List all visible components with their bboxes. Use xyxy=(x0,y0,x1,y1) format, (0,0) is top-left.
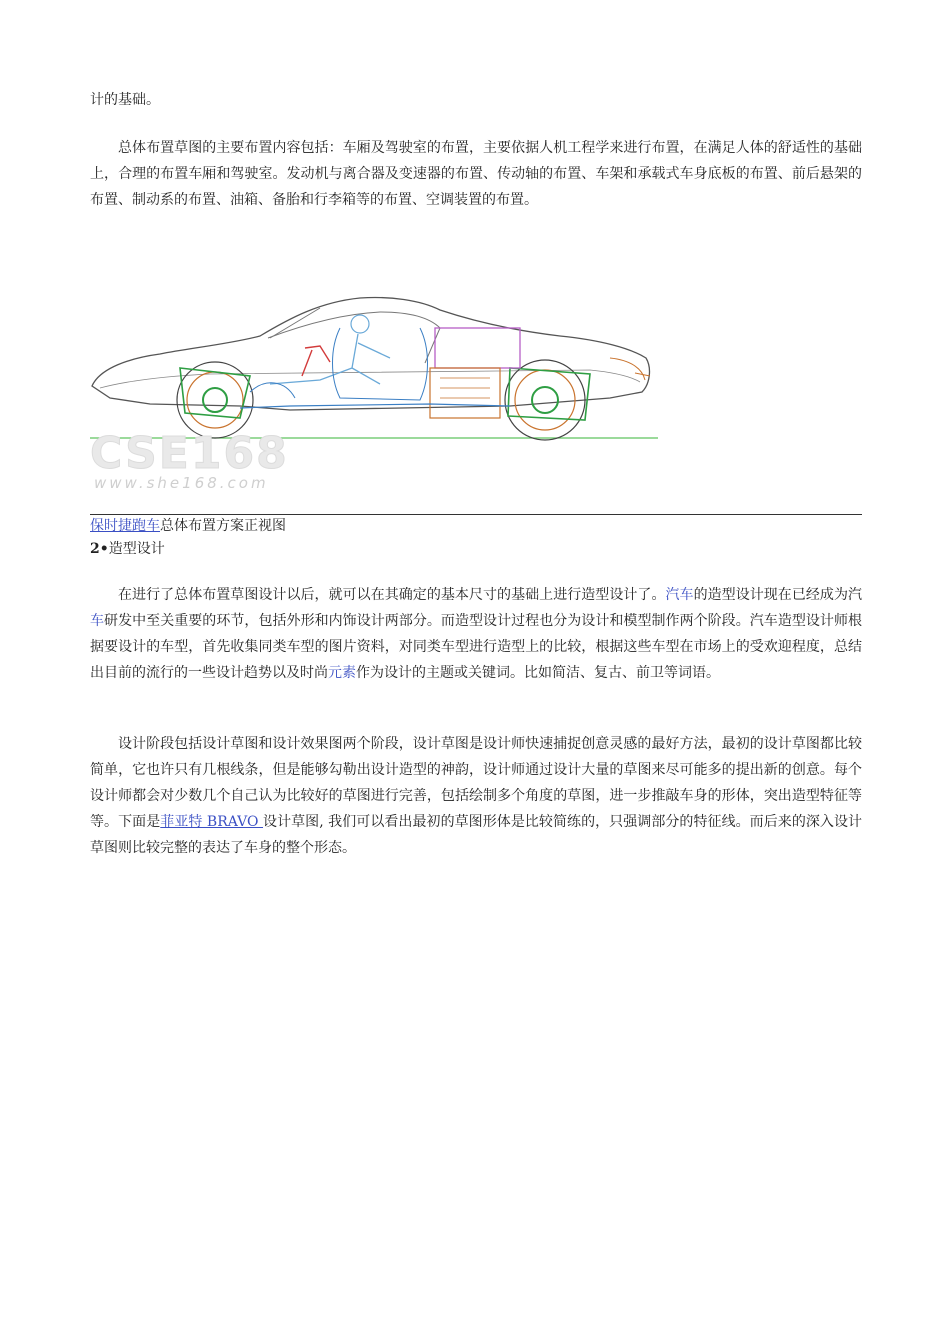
watermark-url: www.she168.com xyxy=(94,474,269,492)
figure-caption xyxy=(90,514,286,538)
porsche-layout-diagram xyxy=(90,288,670,498)
paragraph-styling-design xyxy=(90,582,862,686)
text-span: 研发中至关重要的环节，包括外形和内饰设计两部分。而造型设计过程也分为设计和模型制作两个阶段。汽车造型设计师根据要设计的车型，首先收集同类车型的图片资料，对同类车型进行造型上的比较，根据这些车型在市场上的受欢迎程度，总结出目前的流行的一些设计趋势以及时尚 xyxy=(90,613,863,681)
watermark-logo: CSE168 xyxy=(90,428,289,479)
section-title: 造型设计 xyxy=(108,541,165,557)
fiat-bravo-link[interactable]: 菲亚特 BRAVO xyxy=(160,814,264,830)
link-element[interactable]: 元素 xyxy=(328,665,356,681)
paragraph-continuation: 计的基础。 xyxy=(90,92,160,108)
text-span: 设计草图, 我们可以看出最初的草图形体是比较简练的，只强调部分的特征线。而后来的深入设计草图则比较完整的表达了车身的整个形态。 xyxy=(90,814,863,856)
text-span: 设计阶段包括设计草图和设计效果图两个阶段，设计草图是设计师快速捕捉创意灵感的最好方法，最初的设计草图都比较简单，它也许只有几根线条，但是能够勾勒出设计造型的神韵，设计师通过设计大量的草图来尽可能多的提出新的创意。每个设计师都会对少数几个自己认为比较好的草图进行完善，包括绘制多个角度的草图，进一步推敲车身的形体，突出造型特征等等。下面是 xyxy=(90,736,862,830)
text-span: 在进行了总体布置草图设计以后，就可以在其确定的基本尺寸的基础上进行造型设计了。 xyxy=(118,587,666,603)
caption-text: 总体布置方案正视图 xyxy=(160,518,286,534)
paragraph-layout-content: 总体布置草图的主要布置内容包括：车厢及驾驶室的布置，主要依据人机工程学来进行布置，在满足人体的舒适性的基础上，合理的布置车厢和驾驶室。发动机与离合器及变速器的布置、传动轴的布置、车架和承载式车身底板的布置、前后悬架的布置、制动系的布置、油箱、备胎和行李箱等的布置、空调装置的布置。 xyxy=(90,140,862,208)
section-heading xyxy=(90,537,165,561)
text-span: 作为设计的主题或关键词。比如简洁、复古、前卫等词语。 xyxy=(356,665,720,681)
section-number: 2• xyxy=(90,541,109,557)
text-span: 的造型设计现在已经成为汽 xyxy=(693,587,863,603)
car-layout-drawing xyxy=(90,288,670,498)
link-car-2[interactable]: 车 xyxy=(90,613,105,629)
link-car[interactable]: 汽车 xyxy=(665,587,694,603)
porsche-link[interactable]: 保时捷跑车 xyxy=(90,518,160,534)
paragraph-sketch-stage xyxy=(90,731,862,861)
